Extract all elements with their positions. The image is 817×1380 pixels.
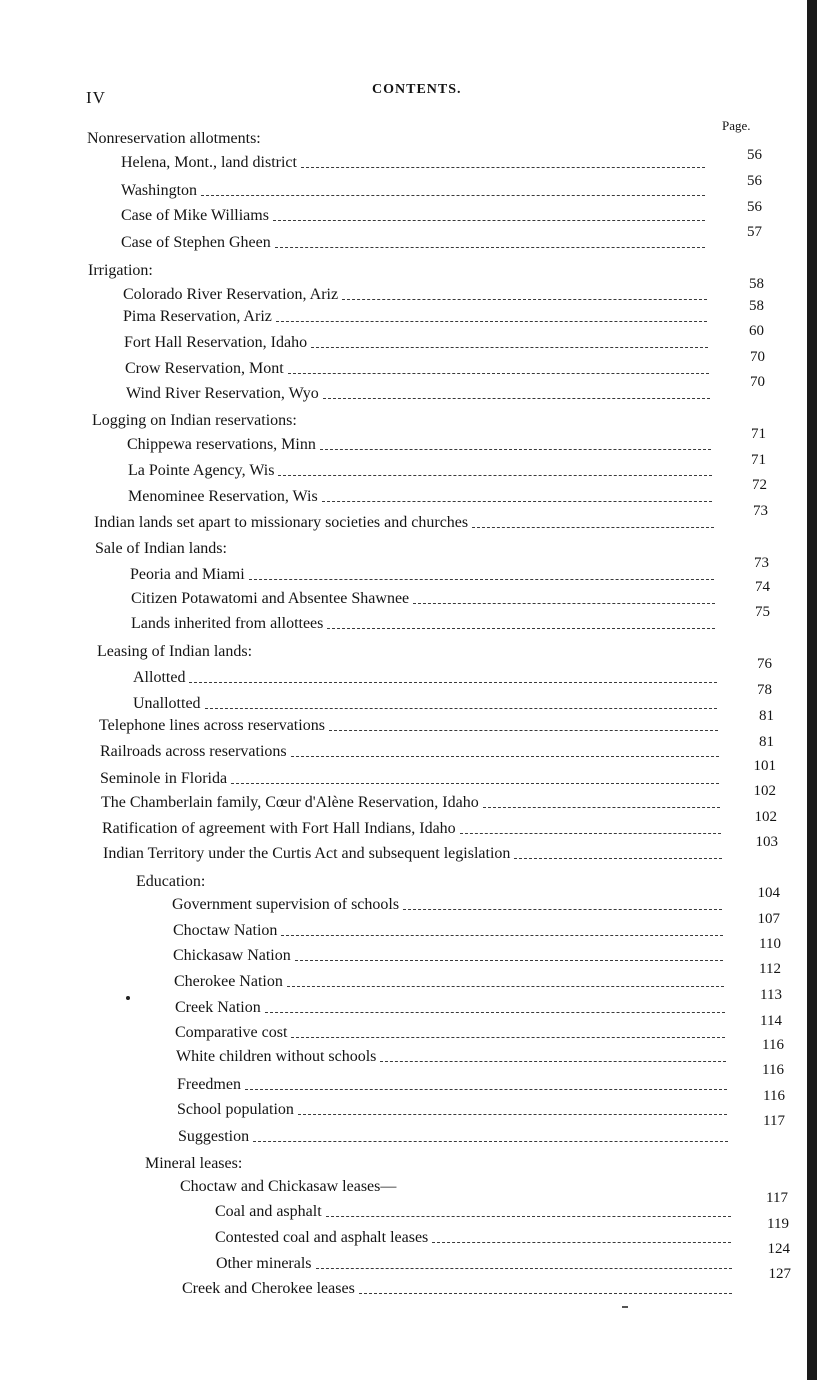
toc-entry: The Chamberlain family, Cœur d'Alène Reservation, Idaho [101, 792, 726, 814]
toc-page-number: 119 [767, 1216, 789, 1232]
toc-entry: Peoria and Miami [130, 564, 720, 586]
toc-entry: Crow Reservation, Mont [125, 358, 715, 380]
toc-entry: Coal and asphalt [215, 1201, 737, 1223]
running-head-title: CONTENTS. [372, 82, 462, 97]
toc-page-number: 71 [751, 452, 766, 468]
toc-entry: Colorado River Reservation, Ariz [123, 284, 713, 306]
toc-entry: Comparative cost [175, 1022, 731, 1044]
toc-page-number: 114 [760, 1013, 782, 1029]
toc-entry: Washington [121, 180, 711, 202]
toc-page-number: 58 [749, 298, 764, 314]
toc-entry: Indian Territory under the Curtis Act and subsequent legislation [103, 843, 728, 865]
toc-page-number: 110 [759, 936, 781, 952]
toc-entry: Creek and Cherokee leases [182, 1278, 738, 1300]
toc-entry: Citizen Potawatomi and Absentee Shawnee [131, 588, 721, 610]
toc-page-number: 76 [757, 656, 772, 672]
toc-entry: Ratification of agreement with Fort Hall Indians, Idaho [102, 818, 727, 840]
toc-entry: White children without schools [176, 1046, 732, 1068]
toc-entry: Fort Hall Reservation, Idaho [124, 332, 714, 354]
toc-entry: Menominee Reservation, Wis [128, 486, 718, 508]
toc-entry: Suggestion [178, 1126, 734, 1148]
toc-page-number: 75 [755, 604, 770, 620]
toc-heading: Sale of Indian lands: [95, 540, 227, 557]
toc-heading: Irrigation: [88, 262, 153, 279]
toc-page-number: 71 [751, 426, 766, 442]
toc-page-number: 116 [763, 1088, 785, 1104]
toc-heading: Logging on Indian reservations: [92, 412, 297, 429]
toc-page-number: 57 [747, 224, 762, 240]
toc-heading: Mineral leases: [145, 1155, 243, 1172]
toc-entry: Chickasaw Nation [173, 945, 729, 967]
toc-page-number: 56 [747, 173, 762, 189]
toc-page-number: 117 [766, 1190, 788, 1206]
toc-entry: Case of Stephen Gheen [121, 232, 711, 254]
toc-heading: Nonreservation allotments: [87, 130, 261, 147]
toc-entry: Wind River Reservation, Wyo [126, 383, 716, 405]
toc-page-number: 56 [747, 199, 762, 215]
toc-page-number: 81 [759, 734, 774, 750]
toc-page-number: 73 [754, 555, 769, 571]
toc-subheading: Choctaw and Chickasaw leases— [180, 1178, 397, 1195]
toc-page-number: 56 [747, 147, 762, 163]
toc-entry: Chippewa reservations, Minn [127, 434, 717, 456]
toc-page-number: 74 [755, 579, 770, 595]
toc-entry: Cherokee Nation [174, 971, 730, 993]
toc-page-number: 102 [754, 809, 777, 825]
toc-entry: Unallotted [133, 693, 723, 715]
toc-page-number: 81 [759, 708, 774, 724]
toc-page-number: 70 [750, 349, 765, 365]
toc-page-number: 58 [749, 276, 764, 292]
toc-entry: Helena, Mont., land district [121, 152, 711, 174]
stray-ink-dot [126, 996, 130, 1000]
toc-page-number: 78 [757, 682, 772, 698]
toc-entry: Creek Nation [175, 997, 731, 1019]
toc-entry: Contested coal and asphalt leases [215, 1227, 737, 1249]
toc-entry: Seminole in Florida [100, 768, 725, 790]
stray-ink-dash [622, 1306, 628, 1308]
toc-page-number: 127 [768, 1266, 791, 1282]
toc-entry: Allotted [133, 667, 723, 689]
toc-entry: La Pointe Agency, Wis [128, 460, 718, 482]
toc-page-number: 60 [749, 323, 764, 339]
toc-entry: Choctaw Nation [173, 920, 729, 942]
toc-entry: Government supervision of schools [172, 894, 728, 916]
toc-heading: Leasing of Indian lands: [97, 643, 253, 660]
toc-page-number: 104 [757, 885, 780, 901]
toc-page-number: 73 [753, 503, 768, 519]
toc-page-number: 116 [762, 1062, 784, 1078]
toc-page-number: 103 [755, 834, 778, 850]
toc-heading: Education: [136, 873, 206, 890]
toc-page-number: 112 [759, 961, 781, 977]
toc-entry: School population [177, 1099, 733, 1121]
toc-entry: Case of Mike Williams [121, 205, 711, 227]
toc-entry: Indian lands set apart to missionary societies and churches [94, 512, 720, 534]
toc-page-number: 70 [750, 374, 765, 390]
toc-page-number: 72 [752, 477, 767, 493]
toc-page-number: 102 [753, 783, 776, 799]
toc-page-number: 107 [757, 911, 780, 927]
toc-page-number: 117 [763, 1113, 785, 1129]
toc-entry: Pima Reservation, Ariz [123, 306, 713, 328]
toc-entry: Railroads across reservations [100, 741, 725, 763]
toc-page-number: 124 [767, 1241, 790, 1257]
page-column-label: Page. [722, 118, 751, 133]
toc-page-number: 113 [760, 987, 782, 1003]
toc-page-number: 116 [762, 1037, 784, 1053]
toc-entry: Freedmen [177, 1074, 733, 1096]
page-number: IV [86, 88, 106, 107]
toc-entry: Other minerals [216, 1253, 738, 1275]
toc-page-number: 101 [753, 758, 776, 774]
toc-entry: Telephone lines across reservations [99, 715, 724, 737]
toc-entry: Lands inherited from allottees [131, 613, 721, 635]
